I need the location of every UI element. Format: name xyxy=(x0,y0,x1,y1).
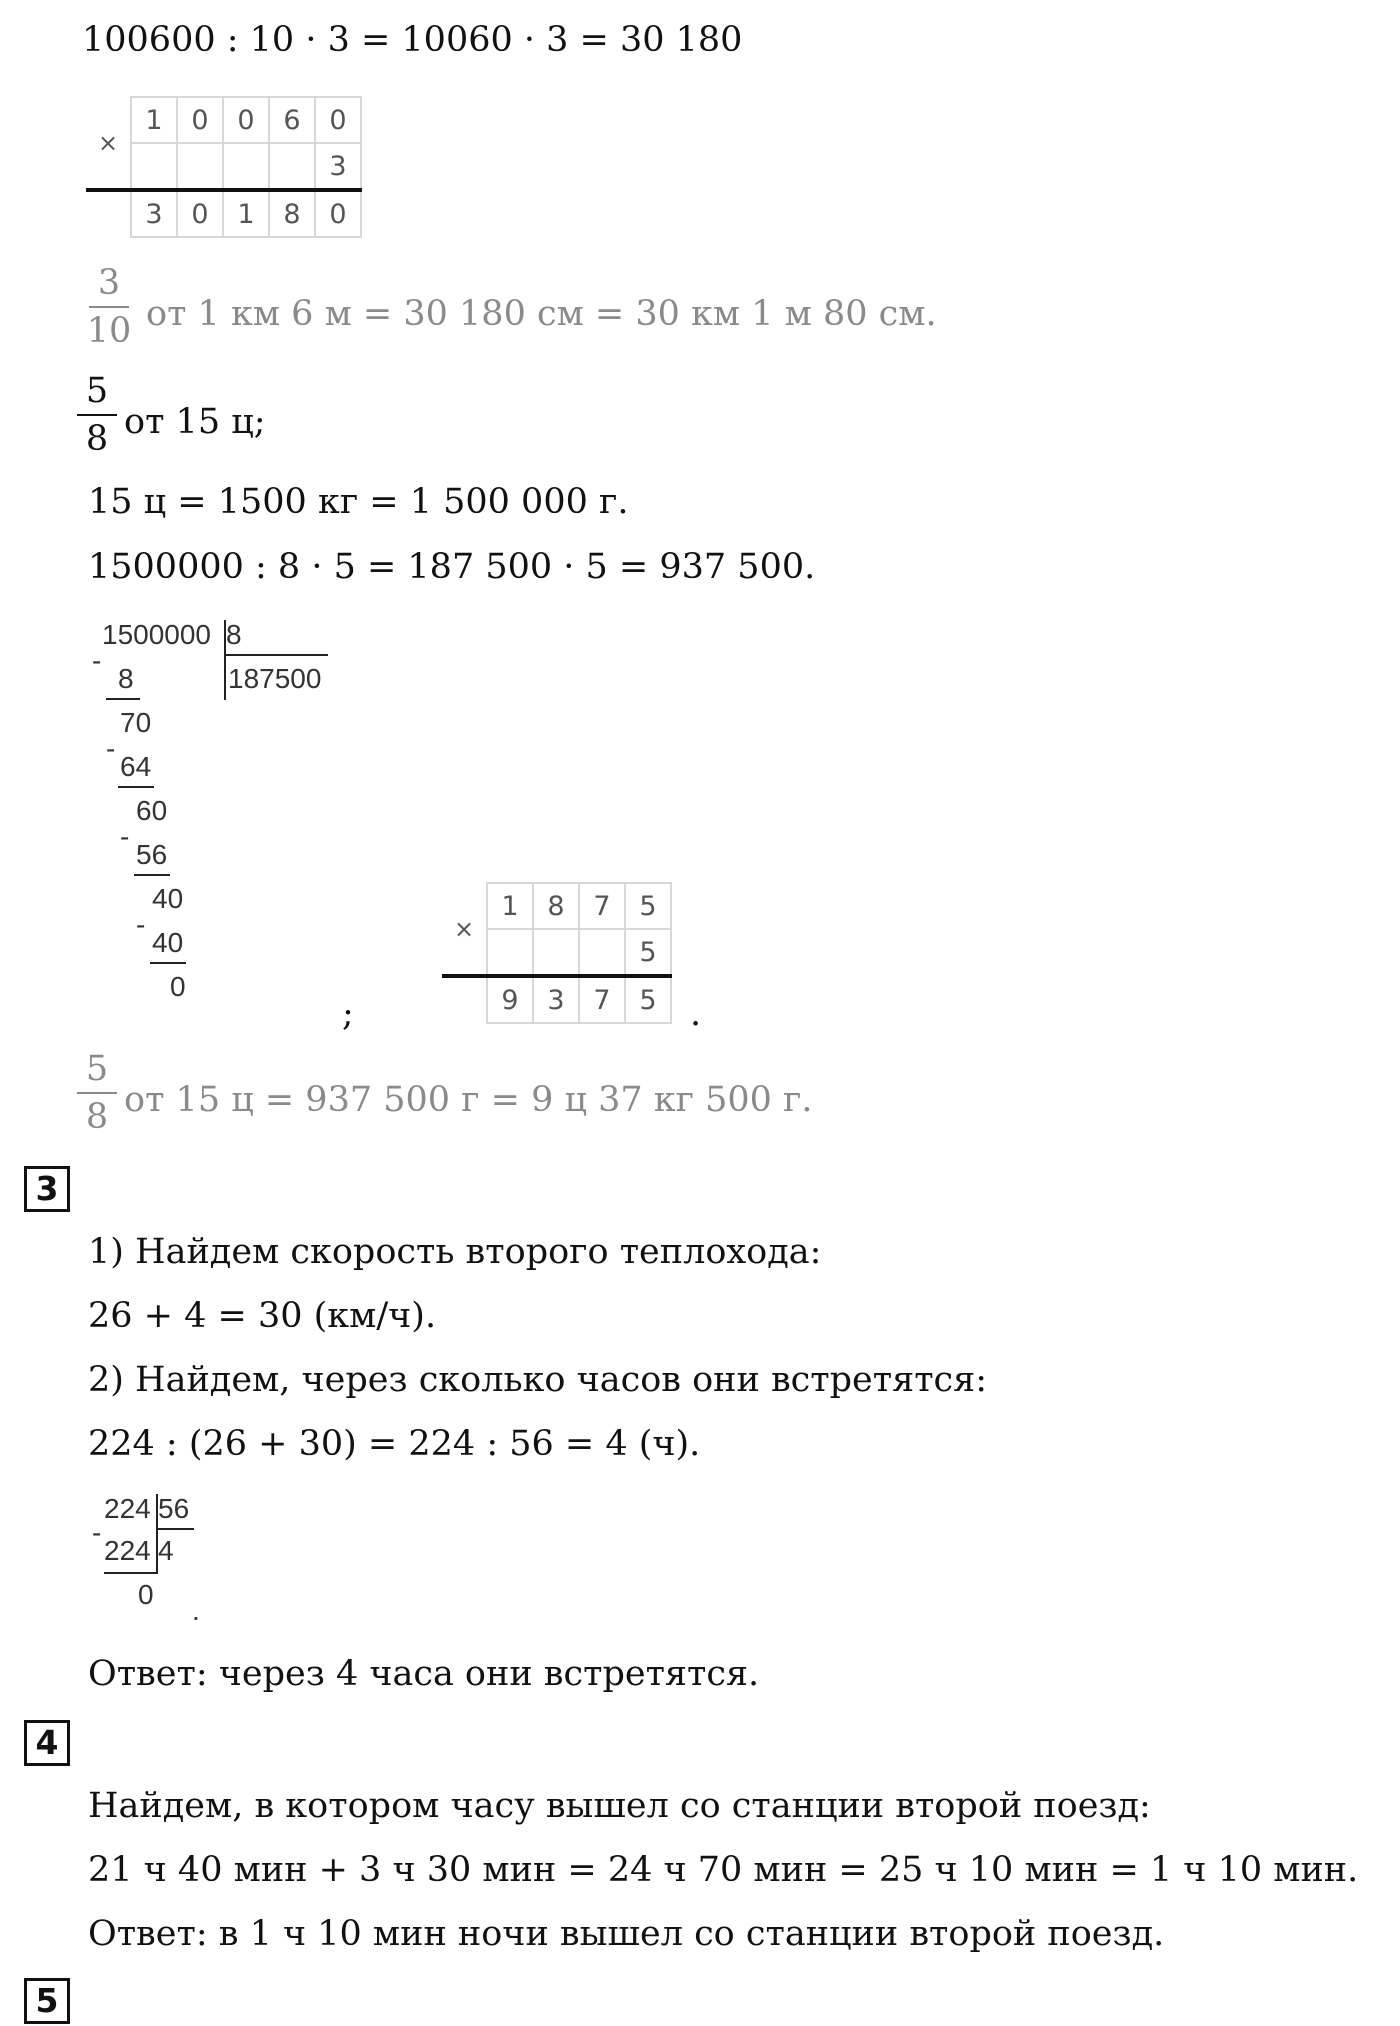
grid-cell xyxy=(442,976,487,1023)
semicolon: ; xyxy=(342,994,354,1034)
remainder: 0 xyxy=(138,1579,154,1610)
grid-cell: 9 xyxy=(487,976,533,1023)
equation-line-2: 15 ц = 1500 кг = 1 500 000 г. xyxy=(88,482,629,522)
equation-line-3: 1500000 : 8 · 5 = 187 500 · 5 = 937 500. xyxy=(88,547,816,587)
grid-cell: 7 xyxy=(579,976,625,1023)
period: . xyxy=(690,994,702,1034)
grid-cell: 5 xyxy=(625,976,671,1023)
grid-cell xyxy=(131,143,177,190)
grid-cell xyxy=(177,143,223,190)
multiply-sign: × xyxy=(97,128,119,157)
dividend: 224 xyxy=(104,1493,151,1524)
fraction-text-1: от 1 км 6 м = 30 180 см = 30 км 1 м 80 см. xyxy=(146,294,937,334)
grid-cell: 0 xyxy=(315,190,361,237)
fraction-numerator: 5 xyxy=(85,371,109,411)
dividend: 1500000 xyxy=(102,619,212,650)
fraction-denominator: 10 xyxy=(86,311,132,351)
fraction-numerator: 5 xyxy=(85,1049,109,1089)
grid-cell: 3 xyxy=(533,976,579,1023)
grid-cell: 5 xyxy=(625,929,671,976)
task3-line-3: 2) Найдем, через сколько часов они встретятся: xyxy=(88,1360,988,1400)
minus-sign: - xyxy=(92,1517,102,1548)
grid-cell: 3 xyxy=(315,143,361,190)
grid-cell: 0 xyxy=(177,97,223,143)
division-step: 56 xyxy=(136,839,168,870)
grid-cell xyxy=(579,929,625,976)
quotient: 187500 xyxy=(228,663,322,694)
grid-cell: 1 xyxy=(223,190,269,237)
task-number-3: 3 xyxy=(24,1166,70,1212)
task3-line-1: 1) Найдем скорость второго теплохода: xyxy=(88,1232,822,1272)
task-number-5: 5 xyxy=(24,1978,70,2024)
fraction-denominator: 8 xyxy=(85,1097,109,1137)
grid-cell: 0 xyxy=(315,97,361,143)
division-step: 70 xyxy=(120,707,152,738)
multiplication-grid-1 xyxy=(86,96,362,238)
fraction-3-10 xyxy=(86,262,132,352)
task-number-4: 4 xyxy=(24,1720,70,1766)
task4-answer: Ответ: в 1 ч 10 мин ночи вышел со станции второй поезд. xyxy=(88,1914,1165,1954)
minus-sign: - xyxy=(92,645,102,676)
grid-cell: 1 xyxy=(487,883,533,929)
grid-cell: 6 xyxy=(269,97,315,143)
task3-line-2: 26 + 4 = 30 (км/ч). xyxy=(88,1296,437,1336)
fraction-5-8-result xyxy=(74,1048,120,1138)
fraction-numerator: 3 xyxy=(97,263,121,303)
task3-answer: Ответ: через 4 часа они встретятся. xyxy=(88,1654,760,1694)
division-step: 64 xyxy=(120,751,152,782)
grid-cell: 5 xyxy=(625,883,671,929)
grid-cell: 1 xyxy=(131,97,177,143)
division-step: 8 xyxy=(118,663,134,694)
multiply-sign: × xyxy=(453,914,475,943)
grid-cell: 7 xyxy=(579,883,625,929)
equation-line-1: 100600 : 10 · 3 = 10060 · 3 = 30 180 xyxy=(82,20,743,60)
grid-cell: 0 xyxy=(177,190,223,237)
minus-sign: - xyxy=(136,909,146,940)
grid-cell xyxy=(86,190,131,237)
grid-cell xyxy=(223,143,269,190)
minus-sign: - xyxy=(120,821,130,852)
grid-cell: 8 xyxy=(269,190,315,237)
task3-line-4: 224 : (26 + 30) = 224 : 56 = 4 (ч). xyxy=(88,1424,701,1464)
fraction-text-3: от 15 ц = 937 500 г = 9 ц 37 кг 500 г. xyxy=(124,1080,813,1120)
task4-line-2: 21 ч 40 мин + 3 ч 30 мин = 24 ч 70 мин = 25 ч 10 мин = 1 ч 10 мин. xyxy=(88,1850,1359,1890)
division-step: 40 xyxy=(152,883,184,914)
period: . xyxy=(192,1595,200,1626)
division-step: 60 xyxy=(136,795,168,826)
grid-cell: 8 xyxy=(533,883,579,929)
minus-sign: - xyxy=(106,733,116,764)
subtrahend: 224 xyxy=(104,1535,151,1566)
division-step: 40 xyxy=(152,927,184,958)
division-step: 0 xyxy=(170,971,186,1002)
quotient: 4 xyxy=(158,1535,174,1566)
divisor: 8 xyxy=(226,619,242,650)
fraction-text-2: от 15 ц; xyxy=(124,402,266,442)
grid-cell xyxy=(269,143,315,190)
grid-cell xyxy=(533,929,579,976)
fraction-denominator: 8 xyxy=(85,419,109,459)
grid-cell xyxy=(487,929,533,976)
fraction-5-8 xyxy=(74,370,120,460)
task4-line-1: Найдем, в котором часу вышел со станции второй поезд: xyxy=(88,1786,1151,1826)
grid-cell: 3 xyxy=(131,190,177,237)
grid-cell: 0 xyxy=(223,97,269,143)
multiplication-grid-2 xyxy=(442,882,672,1024)
divisor: 56 xyxy=(158,1493,190,1524)
